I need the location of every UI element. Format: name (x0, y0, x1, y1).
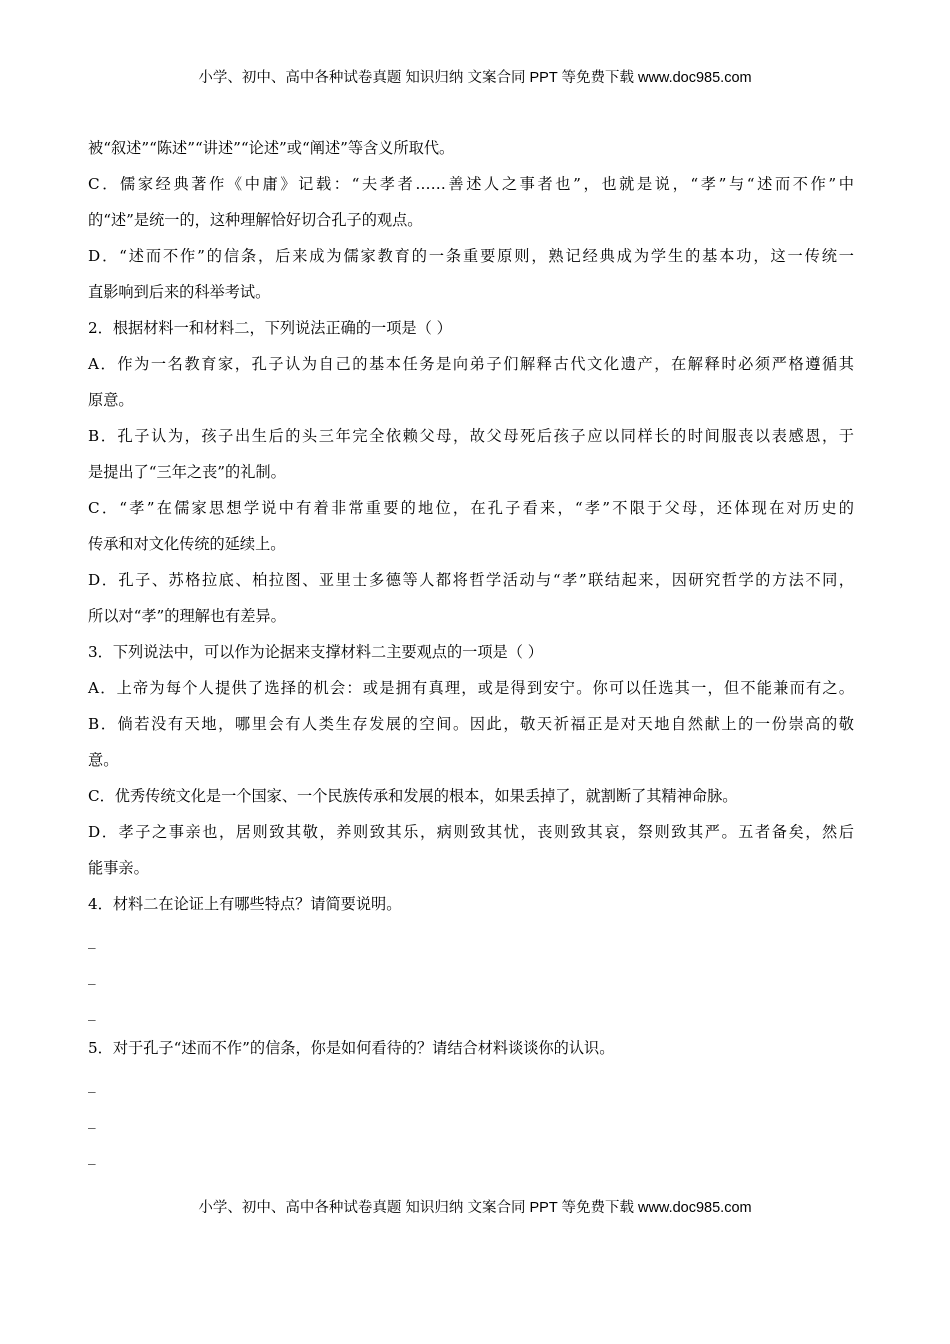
text-line: A．作为一名教育家，孔子认为自己的基本任务是向弟子们解释古代文化遗产，在解释时必须严格遵循其 (88, 355, 854, 373)
text-line: C．优秀传统文化是一个国家、一个民族传承和发展的根本，如果丢掉了，就割断了其精神命脉。 (88, 787, 738, 805)
text-line: 直影响到后来的科举考试。 (88, 283, 271, 301)
answer-blank-line: _ (88, 967, 96, 985)
text-line: A．上帝为每个人提供了选择的机会：或是拥有真理，或是得到安宁。你可以任选其一，但不能兼而有之。 (88, 679, 854, 697)
text-line: 能事亲。 (88, 859, 149, 877)
text-line: 原意。 (88, 391, 134, 409)
text-line: 的“述”是统一的，这种理解恰好切合孔子的观点。 (88, 211, 423, 229)
text-line: 被“叙述”“陈述”“讲述”“论述”或“阐述”等含义所取代。 (88, 139, 455, 157)
text-line: 所以对“孝”的理解也有差异。 (88, 607, 286, 625)
text-line: 2．根据材料一和材料二，下列说法正确的一项是（ ） (88, 319, 452, 337)
text-line: B．孔子认为，孩子出生后的头三年完全依赖父母，故父母死后孩子应以同样长的时间服丧以表感恩，于 (88, 427, 854, 445)
text-line: D．“述而不作”的信条，后来成为儒家教育的一条重要原则，熟记经典成为学生的基本功，这一传统一 (88, 247, 854, 265)
answer-blank-line: _ (88, 1111, 96, 1129)
answer-blank-line: _ (88, 1147, 96, 1165)
answer-blank-line: _ (88, 1075, 96, 1093)
text-line: C．儒家经典著作《中庸》记载：“夫孝者……善述人之事者也”，也就是说，“孝”与“述而不作”中 (88, 175, 854, 193)
text-line: 3．下列说法中，可以作为论据来支撑材料二主要观点的一项是（ ） (88, 643, 543, 661)
text-line: C．“孝”在儒家思想学说中有着非常重要的地位，在孔子看来，“孝”不限于父母，还体现在对历史的 (88, 499, 854, 517)
document-body (88, 134, 854, 1178)
text-line: 5．对于孔子“述而不作”的信条，你是如何看待的？请结合材料谈谈你的认识。 (88, 1039, 615, 1057)
text-line: D．孔子、苏格拉底、柏拉图、亚里士多德等人都将哲学活动与“孝”联结起来，因研究哲学的方法不同， (88, 571, 854, 589)
text-line: 是提出了“三年之丧”的礼制。 (88, 463, 286, 481)
text-line: D．孝子之事亲也，居则致其敬，养则致其乐，病则致其忧，丧则致其哀，祭则致其严。五者备矣，然后 (88, 823, 854, 841)
page-header-banner: 小学、初中、高中各种试卷真题 知识归纳 文案合同 PPT 等免费下载 www.doc985.com (198, 70, 752, 86)
text-line: 意。 (88, 751, 119, 769)
answer-blank-line: _ (88, 931, 96, 949)
page-footer-banner: 小学、初中、高中各种试卷真题 知识归纳 文案合同 PPT 等免费下载 www.doc985.com (198, 1200, 752, 1216)
text-line: 传承和对文化传统的延续上。 (88, 535, 286, 553)
text-line: B．倘若没有天地，哪里会有人类生存发展的空间。因此，敬天祈福正是对天地自然献上的一份崇高的敬 (88, 715, 854, 733)
answer-blank-line: _ (88, 1003, 96, 1021)
text-line: 4．材料二在论证上有哪些特点？请简要说明。 (88, 895, 402, 913)
